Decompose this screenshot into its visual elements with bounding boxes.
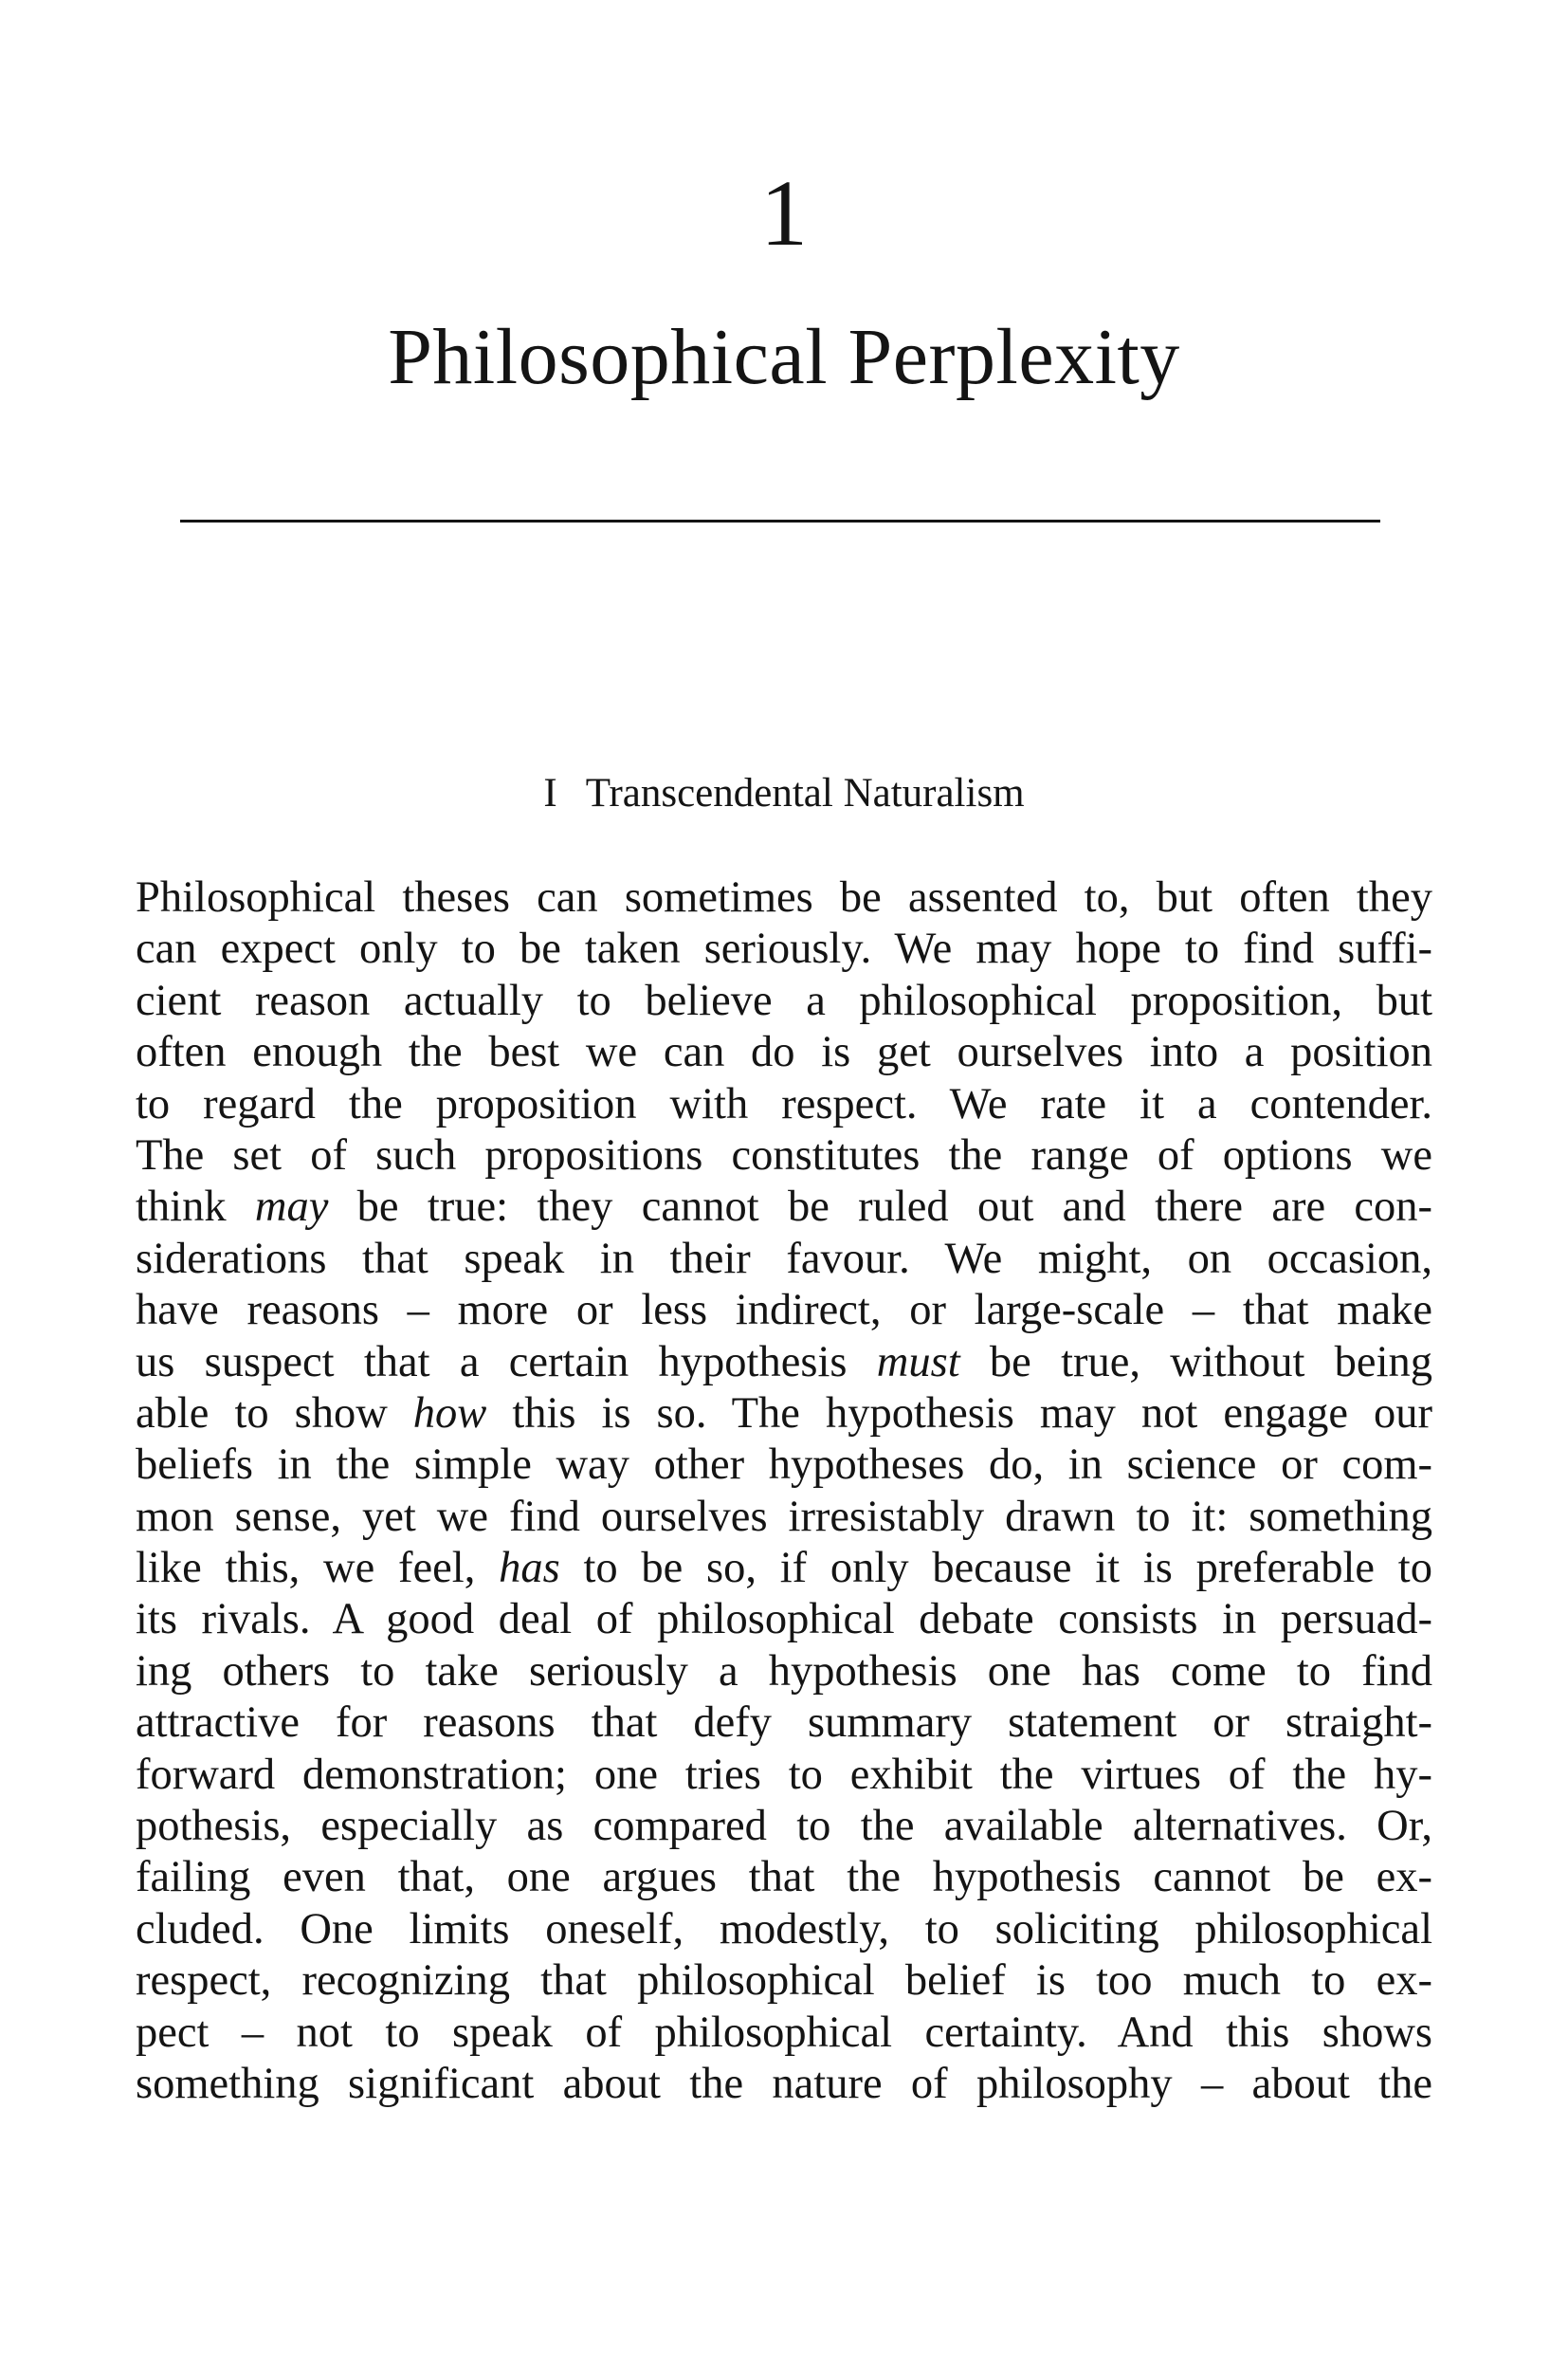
body-line: can expect only to be taken seriously. We may hope to find suffi-: [136, 925, 1432, 974]
body-line: often enough the best we can do is get ourselves into a position: [136, 1028, 1432, 1077]
section-title: Transcendental Naturalism: [585, 771, 1025, 816]
body-line: something significant about the nature of philosophy – about the: [136, 2059, 1432, 2108]
body-line: failing even that, one argues that the hypothesis cannot be ex-: [136, 1853, 1432, 1902]
emphasis: has: [499, 1544, 560, 1593]
chapter-title: Philosophical Perplexity: [388, 313, 1180, 401]
body-line: able to show how this is so. The hypothesis may not engage our: [136, 1388, 1432, 1438]
body-line: forward demonstration; one tries to exhibit the virtues of the hy-: [136, 1750, 1432, 1799]
title-rule: [180, 520, 1380, 523]
body-line: beliefs in the simple way other hypotheses do, in science or com-: [136, 1440, 1432, 1490]
body-line: mon sense, yet we find ourselves irresistably drawn to it: something: [136, 1492, 1432, 1541]
body-line: attractive for reasons that defy summary statement or straight-: [136, 1698, 1432, 1748]
chapter-number: 1: [760, 160, 808, 266]
emphasis: must: [876, 1337, 960, 1386]
body-line: ing others to take seriously a hypothesis one has come to find: [136, 1646, 1432, 1696]
body-line: cient reason actually to believe a philosophical proposition, but: [136, 976, 1432, 1025]
body-line: respect, recognizing that philosophical belief is too much to ex-: [136, 1956, 1432, 2006]
body-line: The set of such propositions constitutes the range of options we: [136, 1130, 1432, 1180]
body-line: siderations that speak in their favour. We might, on occasion,: [136, 1234, 1432, 1283]
body-line: think may be true: they cannot be ruled out and there are con-: [136, 1183, 1432, 1232]
section-numeral: I: [543, 771, 557, 816]
body-line: cluded. One limits oneself, modestly, to soliciting philosophical: [136, 1904, 1432, 1953]
emphasis: how: [412, 1388, 487, 1438]
body-line: have reasons – more or less indirect, or large-scale – that make: [136, 1286, 1432, 1335]
emphasis: may: [254, 1183, 329, 1232]
body-line: like this, we feel, has to be so, if only because it is preferable to: [136, 1544, 1432, 1593]
body-line: its rivals. A good deal of philosophical debate consists in persuad-: [136, 1595, 1432, 1644]
body-line: us suspect that a certain hypothesis must be true, without being: [136, 1337, 1432, 1386]
body-line: to regard the proposition with respect. We rate it a contender.: [136, 1079, 1432, 1128]
body-paragraph: [136, 872, 1432, 2110]
section-heading: [0, 773, 1568, 814]
body-line: pect – not to speak of philosophical certainty. And this shows: [136, 2008, 1432, 2057]
body-line: Philosophical theses can sometimes be assented to, but often they: [136, 873, 1432, 922]
body-line: pothesis, especially as compared to the available alternatives. Or,: [136, 1802, 1432, 1851]
